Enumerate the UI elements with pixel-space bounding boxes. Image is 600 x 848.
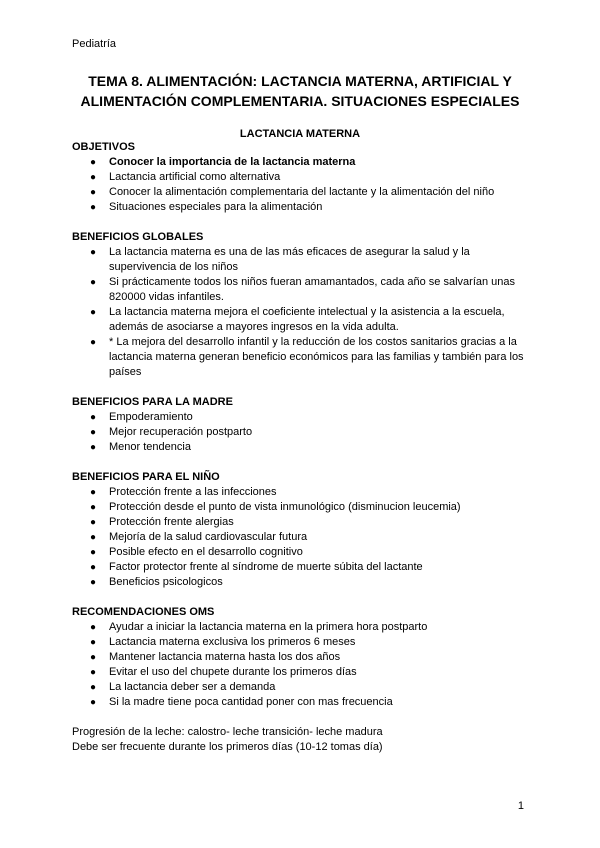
section-recomendaciones-oms [72, 605, 532, 710]
bullet-icon: ● [90, 442, 97, 453]
list-item: ● Empoderamiento [90, 411, 193, 423]
bullet-icon: ● [90, 487, 97, 498]
list-item: ● Evitar el uso del chupete durante los primeros días [90, 666, 357, 678]
list-item: ● Protección frente a las infecciones [90, 486, 277, 498]
bullet-icon: ● [90, 502, 97, 513]
bullet-icon: ● [90, 187, 97, 198]
bullet-icon: ● [90, 622, 97, 633]
section-heading: OBJETIVOS [72, 141, 135, 153]
section-heading: BENEFICIOS PARA LA MADRE [72, 396, 233, 408]
list-item: ● * La mejora del desarrollo infantil y la reducción de los costos sanitarios gracias a la lactancia materna generan beneficio económicos para las familias y también para los países [90, 336, 524, 378]
section-beneficios-globales [72, 230, 532, 380]
list-item: ● Si prácticamente todos los niños fueran amamantados, cada año se salvarían unas 820000 vidas infantiles. [90, 276, 516, 303]
section-heading: BENEFICIOS GLOBALES [72, 231, 204, 243]
bullet-icon: ● [90, 412, 97, 423]
title-line-1: TEMA 8. ALIMENTACIÓN: LACTANCIA MATERNA, ARTIFICIAL Y [88, 73, 512, 89]
bullet-icon: ● [90, 202, 97, 213]
bullet-icon: ● [90, 652, 97, 663]
list-item: ● Protección frente alergias [90, 516, 234, 528]
bullet-icon: ● [90, 667, 97, 678]
section-beneficios-nino [72, 470, 532, 590]
bullet-list [72, 410, 532, 455]
list-item: ● Ayudar a iniciar la lactancia materna en la primera hora postparto [90, 621, 428, 633]
page-header: Pediatría [72, 38, 117, 50]
list-item: ● Posible efecto en el desarrollo cognitivo [90, 546, 303, 558]
list-item: ● Mantener lactancia materna hasta los dos años [90, 651, 341, 663]
bullet-icon: ● [90, 247, 97, 258]
list-item: ● Menor tendencia [90, 441, 191, 453]
content-body [72, 140, 532, 755]
bullet-icon: ● [90, 637, 97, 648]
bullet-icon: ● [90, 517, 97, 528]
bullet-icon: ● [90, 532, 97, 543]
section-heading: BENEFICIOS PARA EL NIÑO [72, 471, 220, 483]
list-item: ● Lactancia artificial como alternativa [90, 171, 281, 183]
closing-notes [72, 725, 532, 755]
section-heading: RECOMENDACIONES OMS [72, 606, 215, 618]
bullet-icon: ● [90, 427, 97, 438]
list-item: ● Mejor recuperación postparto [90, 426, 253, 438]
bullet-icon: ● [90, 577, 97, 588]
list-item: ● Mejoría de la salud cardiovascular futura [90, 531, 308, 543]
list-item: ● Factor protector frente al síndrome de muerte súbita del lactante [90, 561, 423, 573]
bullet-icon: ● [90, 172, 97, 183]
list-item: ● Conocer la alimentación complementaria del lactante y la alimentación del niño [90, 186, 495, 198]
bullet-icon: ● [90, 337, 97, 348]
section-subtitle: LACTANCIA MATERNA [239, 128, 361, 140]
title-line-2: ALIMENTACIÓN COMPLEMENTARIA. SITUACIONES ESPECIALES [80, 93, 520, 109]
list-item: ● La lactancia materna mejora el coeficiente intelectual y la asistencia a la escuela, además de asociarse a mayores ingresos en la vida adulta. [90, 306, 505, 333]
bullet-icon: ● [90, 547, 97, 558]
list-item: ● Lactancia materna exclusiva los primeros 6 meses [90, 636, 356, 648]
list-item: ● La lactancia deber ser a demanda [90, 681, 276, 693]
section-beneficios-madre [72, 395, 532, 455]
list-item: ● La lactancia materna es una de las más eficaces de asegurar la salud y la supervivencia de los niños [90, 246, 470, 273]
note-line: Progresión de la leche: calostro- leche transición- leche madura [72, 726, 383, 738]
list-item: ● Protección desde el punto de vista inmunológico (disminucion leucemia) [90, 501, 461, 513]
section-objetivos [72, 140, 532, 215]
bullet-icon: ● [90, 562, 97, 573]
document-title [60, 71, 540, 111]
list-item: ● Si la madre tiene poca cantidad poner con mas frecuencia [90, 696, 393, 708]
bullet-icon: ● [90, 157, 97, 168]
bullet-icon: ● [90, 697, 97, 708]
bullet-list [72, 245, 532, 380]
bullet-icon: ● [90, 307, 97, 318]
bullet-icon: ● [90, 682, 97, 693]
list-item: ● Situaciones especiales para la alimentación [90, 201, 323, 213]
page-number: 1 [517, 800, 524, 812]
bullet-list [72, 620, 532, 710]
note-line: Debe ser frecuente durante los primeros días (10-12 tomas día) [72, 741, 383, 753]
bullet-list [72, 155, 532, 215]
list-item: ● Beneficios psicologicos [90, 576, 223, 588]
bullet-icon: ● [90, 277, 97, 288]
bullet-list [72, 485, 532, 590]
list-item: ● Conocer la importancia de la lactancia materna [90, 156, 356, 168]
